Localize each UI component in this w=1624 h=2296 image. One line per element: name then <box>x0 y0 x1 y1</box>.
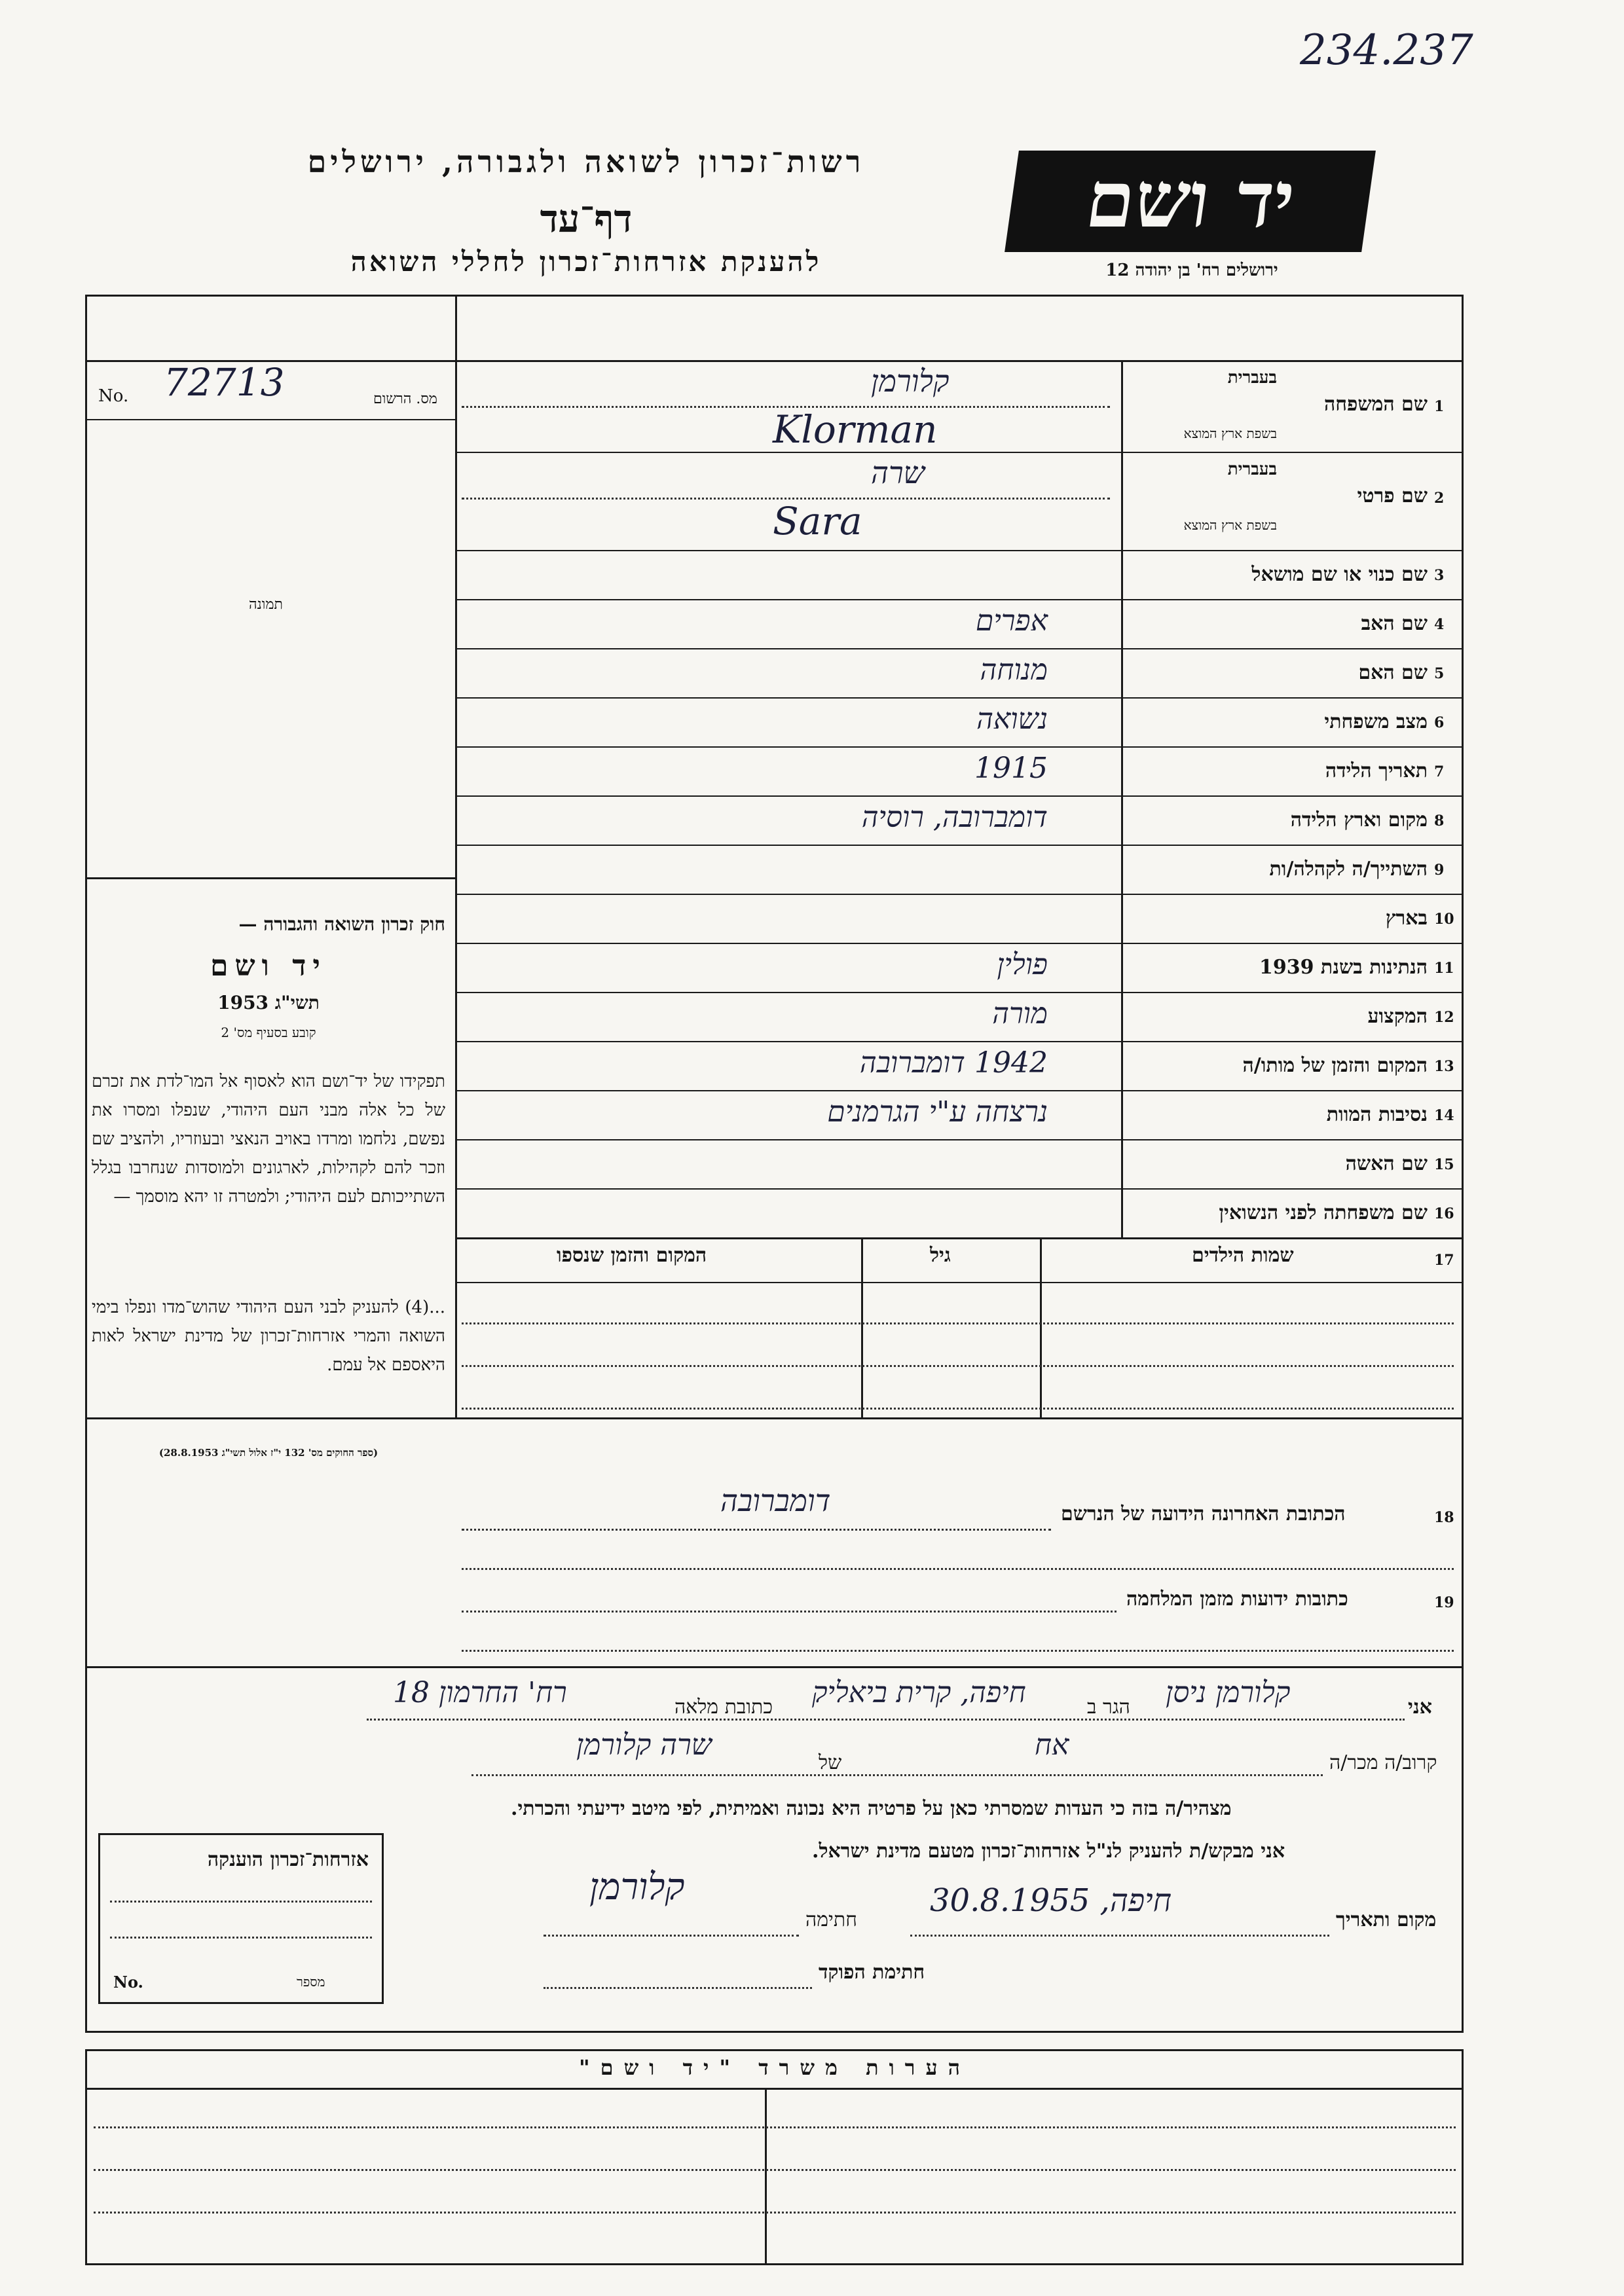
form-subtitle: להענקת אזרחות־זכרון לחללי השואה <box>350 246 822 278</box>
law-text-2: ...(4) להעניק לבני העם היהודי שהוש־מדו ונפלו בימי השואה והמרי אזרחות־זכרון של מדינת ישראל לאות היאספם אל עמם. <box>92 1298 445 1375</box>
decl-of: של <box>819 1751 842 1774</box>
field-label-14: נסיבות המוות <box>1326 1103 1428 1126</box>
sub-label-hebrew: בעברית <box>1227 460 1277 479</box>
law-title: חוק זכרון השואה והגבורה — <box>238 913 445 935</box>
field-number: 17 <box>1434 1252 1454 1269</box>
field-value-6: נשואה <box>976 702 1048 736</box>
row-divider <box>455 992 1464 993</box>
field-number: 12 <box>1434 1009 1454 1026</box>
notes-box <box>85 2049 1464 2265</box>
row-divider <box>455 550 1464 551</box>
field-value-7: 1915 <box>974 752 1048 785</box>
children-age-header: גיל <box>930 1244 951 1267</box>
decl-relation: אח <box>1035 1728 1069 1762</box>
reg-number: 72713 <box>164 360 285 405</box>
photo-label: תמונה <box>249 596 283 613</box>
field-number: 2 <box>1434 490 1445 507</box>
field-label-3: שם כנוי או שם מושאל <box>1251 563 1428 586</box>
archive-number: 234.237 <box>1300 26 1473 75</box>
decl-city: חיפה, קרית ביאליק <box>812 1676 1026 1709</box>
field-value-12: מורה <box>992 997 1048 1030</box>
decl-of-name: שרה קלורמן <box>576 1728 712 1762</box>
sub-label-hebrew: בעברית <box>1227 368 1277 388</box>
field-number: 4 <box>1434 616 1445 633</box>
decl-full-address: כתובת מלאה <box>674 1696 773 1719</box>
row-divider <box>455 894 1464 895</box>
field-label-16: שם משפחתה לפני הנשואין <box>1219 1201 1428 1224</box>
field-label-15: שם האשה <box>1345 1152 1428 1175</box>
field-number: 9 <box>1434 862 1445 879</box>
stamp-title: אזרחות־זכרון הוענקה <box>207 1848 369 1871</box>
row-divider <box>455 1139 1464 1140</box>
field-label-4: שם האב <box>1361 612 1428 635</box>
law-clause: קובע בסעיף מס' 2 <box>221 1025 316 1040</box>
place-date-value: חיפה, 30.8.1955 <box>930 1882 1172 1919</box>
law-text: תפקידו של יד־ושם הוא לאסוף אל המו־לדת את זכרם של כל אלה מבני העם היהודי, שנפלו ומסרו את נפשם, נלחמו ומרדו באויב הנאצי ובעוזריו, ולהציב שם וזכר להם לקהילות, לארגונים ולמוסדות שנחרבו בגלל השתייכותם לעם היהודי; ולמטרה זו יהא מוסמך — <box>92 1072 445 1207</box>
row-divider <box>455 697 1464 699</box>
reg-label: מס. הרשום <box>373 391 437 407</box>
field-label-10: בארץ <box>1385 907 1428 930</box>
field-number: 3 <box>1434 567 1445 584</box>
field-label-13: המקום והזמן של מותו/ה <box>1242 1054 1428 1077</box>
row-divider <box>455 943 1464 944</box>
field-label-6: מצב משפחתי <box>1324 710 1428 733</box>
decl-ani: אני <box>1408 1696 1432 1719</box>
field-number: 13 <box>1434 1058 1454 1075</box>
decl-statement: מצהיר/ה בזה כי העדות שמסרתי כאן על פרטיה היא נכונה ואמיתית, לפי מיטב ידיעתי והכרתי. <box>511 1797 1232 1820</box>
row-divider <box>455 1041 1464 1042</box>
field-number: 10 <box>1434 911 1454 928</box>
field-number: 19 <box>1434 1594 1454 1611</box>
sub-label-local: בשפת ארץ המוצא <box>1183 426 1277 441</box>
field-value-1-local: Klorman <box>773 407 938 452</box>
field-number: 15 <box>1434 1156 1454 1173</box>
law-name: יד ושם <box>210 949 327 983</box>
signature-label: חתימה <box>805 1908 857 1931</box>
row-divider <box>455 845 1464 846</box>
field-label-9: השתייך/ה לקהלה/ות <box>1269 858 1428 881</box>
sub-label-local: בשפת ארץ המוצא <box>1183 517 1277 533</box>
field-label-2: שם פרטי <box>1357 484 1428 507</box>
field-label-12: המקצוע <box>1367 1005 1428 1028</box>
field-label-1: שם המשפחה <box>1323 393 1428 416</box>
stamp-num-label: מספר <box>297 1974 325 1990</box>
org-line: רשות־זכרון לשואה ולגבורה, ירושלים <box>307 144 865 179</box>
children-names-header: שמות הילדים <box>1192 1244 1294 1267</box>
field-value-2-local: Sara <box>773 499 862 543</box>
field-label-8: מקום וארץ הלידה <box>1290 809 1428 831</box>
field-value-13: 1942 דומברובה <box>859 1046 1048 1080</box>
field-number: 5 <box>1434 665 1445 682</box>
row-divider <box>455 1090 1464 1091</box>
field-number: 14 <box>1434 1107 1454 1124</box>
citizenship-stamp-box <box>98 1833 384 2004</box>
notes-title: הערות משרד "יד ושם" <box>578 2055 971 2080</box>
address: ירושלים רח' בן יהודה 12 <box>1105 261 1278 280</box>
row-divider <box>455 599 1464 600</box>
place-date-label: מקום ותאריך <box>1336 1908 1437 1931</box>
field-value-5: מנוחה <box>980 653 1048 687</box>
law-year: תשי"ג 1953 <box>217 992 320 1013</box>
field-value-14: נרצחה ע"י הגרמנים <box>827 1095 1048 1129</box>
law-ref: (ספר החוקים מס' 132 י"ז אלול תשי"ג 28.8.1953) <box>158 1447 378 1459</box>
decl-name: קלורמן ניסן <box>1166 1676 1291 1709</box>
field-value-4: אפרים <box>975 604 1048 638</box>
field-value-8: דומברובה, רוסיה <box>861 801 1048 834</box>
field-label-19: כתובות ידועות מזמן המלחמה <box>1126 1588 1348 1611</box>
row-divider <box>455 452 1464 453</box>
row-divider <box>455 746 1464 748</box>
field-number: 16 <box>1434 1205 1454 1222</box>
row-divider <box>455 648 1464 649</box>
field-number: 1 <box>1434 398 1445 415</box>
field-number: 8 <box>1434 812 1445 829</box>
field-label-18: הכתובת האחרונה הידועה של הנרשם <box>1061 1503 1346 1525</box>
field-value-11: פולין <box>997 948 1048 981</box>
field-number: 6 <box>1434 714 1445 731</box>
form-title: דף־עד <box>540 196 633 241</box>
decl-resides: הגר ב <box>1087 1696 1130 1719</box>
field-value-18: דומברובה <box>720 1483 831 1518</box>
officer-signature-label: חתימת הפוקד <box>819 1961 925 1984</box>
field-number: 7 <box>1434 763 1445 780</box>
reg-no-label: No. <box>98 386 129 406</box>
field-value-2-hebrew: שרה <box>871 455 925 490</box>
children-place-header: המקום והזמן שנספו <box>557 1244 707 1267</box>
field-number: 11 <box>1434 960 1454 977</box>
decl-relative-label: קרוב/ה מכר/ה <box>1329 1751 1437 1774</box>
row-divider <box>455 1188 1464 1190</box>
decl-street: רח' החרמון 18 <box>393 1676 567 1709</box>
signature: קלורמן <box>589 1866 685 1908</box>
stamp-no-label: No. <box>113 1973 143 1992</box>
field-label-11: הנתינות בשנת 1939 <box>1259 956 1428 979</box>
field-label-7: תאריך הלידה <box>1325 759 1428 782</box>
row-divider <box>455 795 1464 797</box>
field-number: 18 <box>1434 1509 1454 1526</box>
decl-request: אני מבקש/ת להעניק לנ"ל אזרחות־זכרון מטעם מדינת ישראל. <box>812 1840 1285 1863</box>
field-value-1-hebrew: קלורמן <box>871 363 950 399</box>
yad-vashem-logo: יד ושם <box>1005 151 1376 252</box>
field-label-5: שם האם <box>1358 661 1428 684</box>
